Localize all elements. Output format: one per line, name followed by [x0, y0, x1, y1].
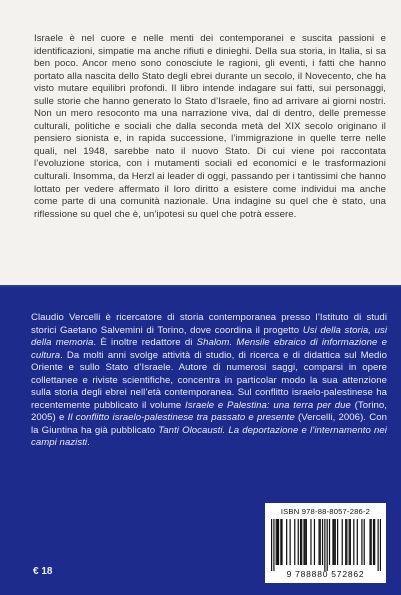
author-bio [31, 312, 387, 450]
bio-title-book-3: Tanti Olocausti. La deportazione e l’internamento nei campi nazisti [31, 424, 387, 449]
barcode-bar [357, 519, 358, 565]
bio-title-project: Usi della storia, usi della memoria [31, 324, 387, 349]
barcode-bar [277, 519, 278, 565]
divider [0, 285, 401, 287]
barcode-bar [310, 519, 311, 565]
barcode-bar [380, 519, 381, 571]
barcode-bar [324, 519, 325, 571]
barcode-digit-group: 9 [286, 569, 293, 579]
isbn-label: ISBN 978-88-8057-286-2 [280, 507, 371, 516]
barcode-bar [335, 519, 336, 565]
barcode-bar [281, 519, 282, 565]
bio-text: . È inoltre redattore di [93, 337, 197, 349]
barcode-bar [346, 519, 347, 565]
bio-title-book-1: Israele e Palestina: una terra per due [185, 399, 351, 411]
bio-text: Claudio Vercelli è ricercatore di storia contemporanea presso l’Istituto di studi storici Gaetano Salvemini di Torino, dove coordina il progetto [31, 312, 387, 336]
barcode-bar [303, 519, 304, 565]
barcode-digit-group: 788880 [295, 569, 329, 579]
barcode-bar [371, 519, 372, 565]
price-label: € 18 [33, 566, 53, 577]
bio-text: . Da molti anni svolge attività di studio, di ricerca e di didattica sul Medio Oriente e sullo Stato d’Israele. Autore di numerosi saggi, comparsi in opere collettanee e riviste scientifiche, concentra in particolar modo la sua attenzione sulla storia degli ebrei nell’età contemporanea. Sul conflitto israelo-palestinese ha recentemente pubblicato il volume [31, 349, 387, 411]
barcode-bar [294, 519, 295, 565]
barcode-bar [286, 519, 287, 565]
barcode-bar [364, 519, 365, 565]
barcode-bar [305, 519, 306, 565]
barcode-bar [332, 519, 333, 565]
barcode-bar [345, 519, 346, 565]
barcode-bar [278, 519, 279, 565]
barcode-bar [329, 519, 330, 565]
barcode-bar [369, 519, 370, 565]
barcode-bar [276, 519, 277, 565]
barcode-bar [327, 519, 328, 571]
barcode-bar [318, 519, 319, 565]
barcode-bar [298, 519, 299, 565]
bio-title-journal: Shalom. Mensile ebraico di informazione e cultura [31, 337, 388, 361]
barcode-bar [353, 519, 354, 565]
barcode-digits [265, 569, 386, 579]
barcode-bar [320, 519, 321, 565]
barcode-bar [378, 519, 379, 571]
barcode-bar [349, 519, 350, 565]
barcode-bar [306, 519, 307, 565]
bio-title-book-2: Il conflitto israelo-palestinese tra passato e presente [67, 412, 295, 424]
book-description: Israele è nel cuore e nelle menti dei contemporanei e suscita passioni e identificazioni, simpatie ma anche rifiuti e dinieghi. Della sua storia, in Italia, si sa ben poco. Ancor meno sono conosciute le ragioni, gli eventi, i fatti che hanno portato alla nascita dello Stato degli ebrei durante un secolo, il Novecento, che ha visto mutare equilibri profondi. Il libro intende indagare sui fatti, sui personaggi, sulle storie che hanno generato lo Stato d’Israele, fino ad arrivare ai giorni nostri. Non un mero resoconto ma una narrazione viva, dal di dentro, delle premesse culturali, politiche e sociali che dalla seconda metà del XIX secolo originano il pensiero sionista e, in rapida successione, l’immigrazione in quelle terre nelle quali, nel 1948, sarebbe nato il nuovo Stato. Di cui viene poi raccontata l’evoluzione storica, con i mutamenti sociali ed economici e le trasformazioni culturali. Insomma, da Herzl ai leader di oggi, passando per i tantissimi che hanno lottato per vedere affermato il loro diritto a esistere come individui ma anche come parte di una comunità nazionale. Una indagine su quel che è stato, una riflessione su quel che è, un’ipotesi su quel che potrà essere. [34, 33, 386, 220]
barcode-bar [361, 519, 362, 565]
barcode-bar [301, 519, 302, 565]
barcode-bar [373, 519, 374, 565]
barcode-bar [342, 519, 343, 565]
barcode-bar [314, 519, 315, 565]
bio-text: . [87, 437, 90, 449]
barcode-icon [271, 519, 381, 571]
barcode-bar [334, 519, 335, 565]
description-panel [0, 0, 401, 285]
barcode-bar [271, 519, 272, 571]
barcode-bar [322, 519, 323, 565]
barcode-bar [280, 519, 281, 565]
bio-text: (Vercelli, 2006). Con la Giuntina ha già pubblicato [31, 412, 388, 436]
barcode-bar [290, 519, 291, 565]
barcode-digit-group: 572862 [331, 569, 365, 579]
barcode-bar [273, 519, 274, 571]
isbn-barcode-block [265, 503, 386, 583]
barcode-bar [337, 519, 338, 565]
bio-text: (Torino, 2005) e [31, 399, 387, 424]
barcode-bar [374, 519, 375, 565]
barcode-bar [350, 519, 351, 565]
barcode-bar [300, 519, 301, 565]
